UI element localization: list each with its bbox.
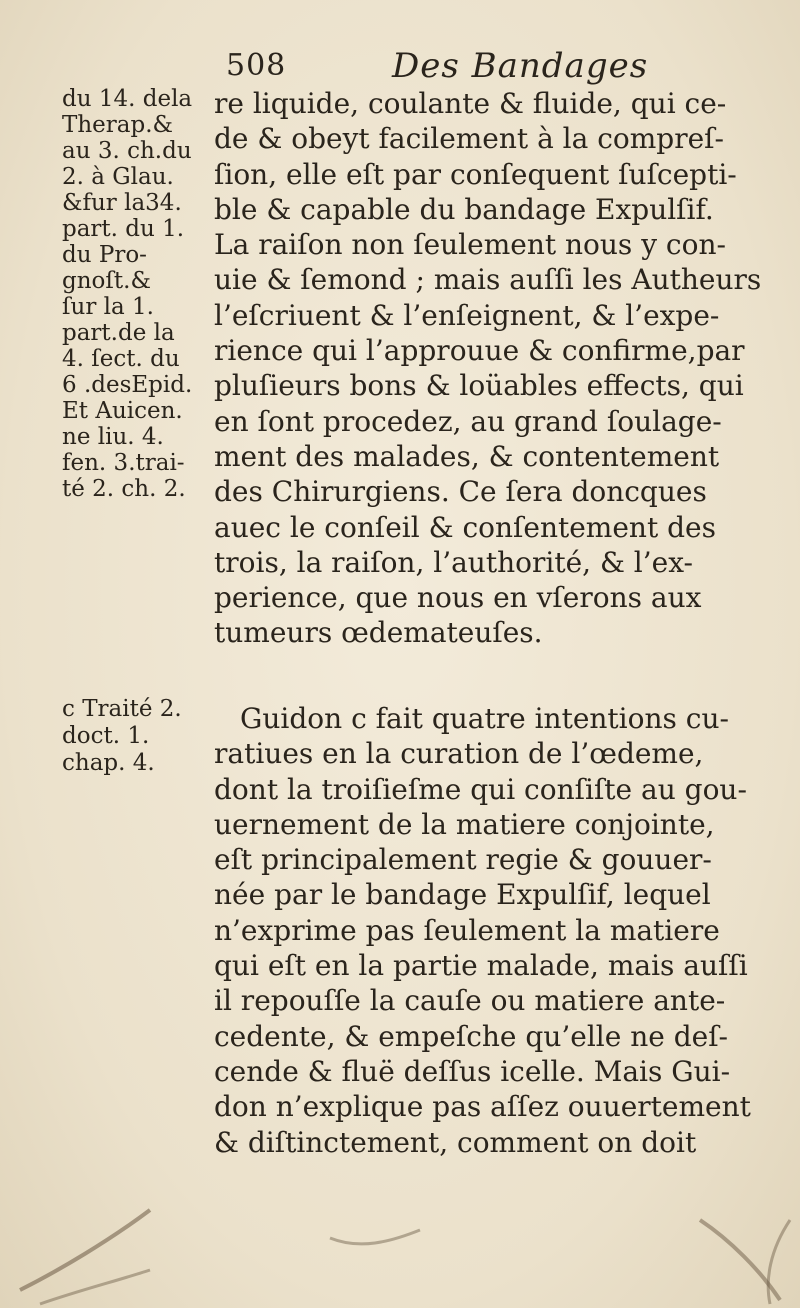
margin-note-line: 2. à Glau. <box>62 164 174 190</box>
body-paragraph-2 <box>214 701 794 1160</box>
margin-note-line: doct. 1. <box>62 723 150 749</box>
text-line: cedente, & empeſche qu’elle ne deſ- <box>214 1019 729 1053</box>
margin-note-line: &fur la34. <box>62 190 182 216</box>
margin-note-line: chap. 4. <box>62 750 155 776</box>
margin-note-line: ſur la 1. <box>62 294 154 320</box>
margin-note-line: part. du 1. <box>62 216 185 242</box>
text-line: rience qui l’approuue & confirme,par <box>214 334 745 368</box>
margin-note-line: gnoſt.& <box>62 268 151 294</box>
pen-flourish-marks <box>0 1180 800 1308</box>
margin-note-line: c Traité 2. <box>62 696 182 722</box>
text-line: n’exprime pas ſeulement la matiere <box>214 913 720 947</box>
text-line: re liquide, coulante & fluide, qui ce- <box>214 87 727 120</box>
text-line: ratiues en la curation de l’œdeme, <box>214 737 704 771</box>
text-line: perience, que nous en vſerons aux <box>214 581 702 615</box>
text-line: de & obeyt facilement à la compreſ- <box>214 122 725 156</box>
margin-note-line: 6 .desEpid. <box>62 372 193 398</box>
margin-note-line: ne liu. 4. <box>62 424 164 450</box>
text-line: eſt principalement regie & gouuer- <box>214 843 712 877</box>
margin-note-line: 4. ſect. du <box>62 346 180 372</box>
text-line: qui eſt en la partie malade, mais auſſi <box>214 949 748 983</box>
margin-note-line: part.de la <box>62 320 175 346</box>
text-line: & diſtinctement, comment on doit <box>214 1125 697 1159</box>
margin-note-line: du 14. dela <box>62 86 193 112</box>
margin-note-line: au 3. ch.du <box>62 138 192 164</box>
text-line: don n’explique pas aſſez ouuertement <box>214 1090 751 1124</box>
text-line: trois, la raiſon, l’authorité, & l’ex- <box>214 545 693 579</box>
margin-note-line: fen. 3.trai- <box>62 450 185 476</box>
text-line: pluſieurs bons & loüables effects, qui <box>214 369 744 403</box>
text-line: il repouſſe la cauſe ou matiere ante- <box>214 984 726 1018</box>
text-line: en ſont procedez, au grand ſoulage- <box>214 404 722 438</box>
text-line: tumeurs œdemateuſes. <box>214 616 543 650</box>
text-line: l’eſcriuent & l’enſeignent, & l’expe- <box>214 298 720 332</box>
text-line: née par le bandage Expulſif, lequel <box>214 878 711 912</box>
text-line: auec le conſeil & conſentement des <box>214 510 716 544</box>
text-line: uernement de la matiere conjointe, <box>214 807 715 841</box>
text-line: cende & fluë deſſus icelle. Mais Gui- <box>214 1054 731 1088</box>
margin-note-line: du Pro- <box>62 242 147 268</box>
text-line: uie & ſemond ; mais auſſi les Autheurs <box>214 263 762 297</box>
text-line: ſion, elle eſt par conſequent ſuſcepti- <box>214 157 737 191</box>
text-line: La raiſon non ſeulement nous y con- <box>214 228 726 262</box>
margin-note-line: té 2. ch. 2. <box>62 476 186 502</box>
margin-note-a <box>62 86 222 502</box>
margin-note-line: Et Auicen. <box>62 398 183 424</box>
text-line: ment des malades, & contentement <box>214 439 720 473</box>
margin-note-c <box>62 696 222 777</box>
running-title: Des Bandages <box>392 46 649 86</box>
body-paragraph-1 <box>214 86 794 651</box>
text-line: Guidon c fait quatre intentions cu- <box>240 702 729 735</box>
text-line: des Chirurgiens. Ce ſera doncques <box>214 475 707 509</box>
text-line: ble & capable du bandage Expulſif. <box>214 192 714 226</box>
margin-note-line: Therap.& <box>62 112 173 138</box>
page-number: 508 <box>226 48 287 83</box>
text-line: dont la troiſieſme qui conſiſte au gou- <box>214 772 747 806</box>
